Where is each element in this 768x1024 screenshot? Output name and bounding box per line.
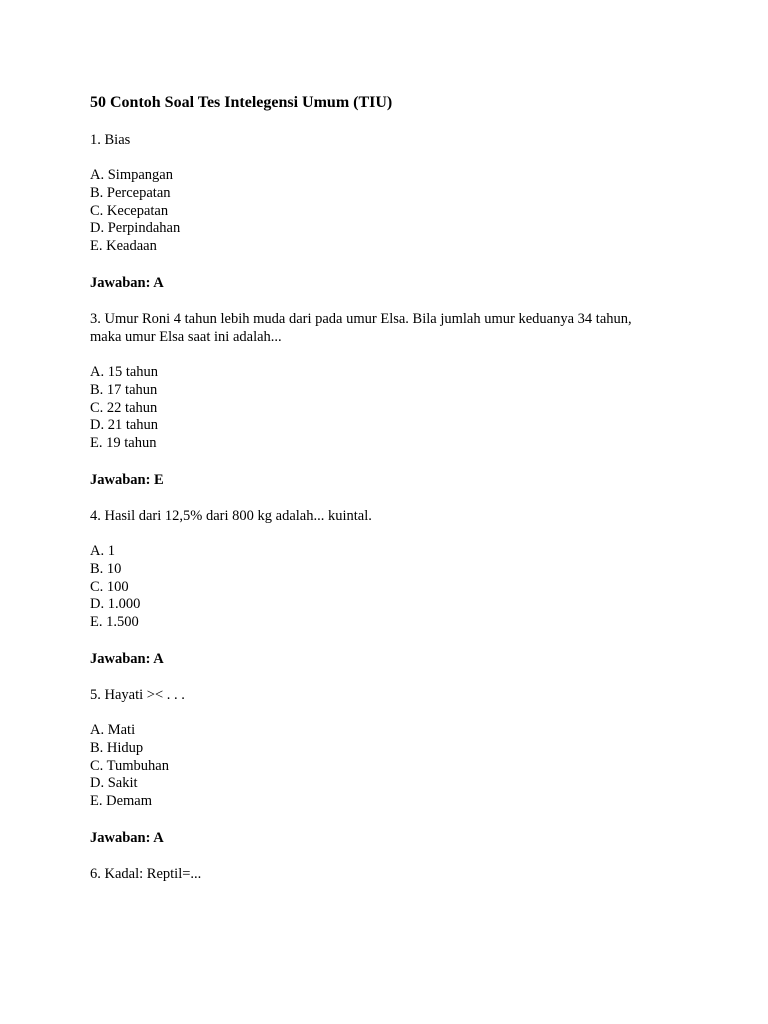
option-b: B. Percepatan xyxy=(90,184,171,201)
question-1 xyxy=(90,131,690,292)
option-list xyxy=(90,364,690,453)
answer-key: Jawaban: A xyxy=(90,650,164,667)
option-e: E. 19 tahun xyxy=(90,435,157,452)
question-3 xyxy=(90,310,690,489)
option-e: E. 1.500 xyxy=(90,614,139,631)
option-list xyxy=(90,722,690,811)
option-b: B. Hidup xyxy=(90,739,144,756)
option-e: E. Keadaan xyxy=(90,238,157,255)
option-d: D. Perpindahan xyxy=(90,220,181,237)
option-c: C. 22 tahun xyxy=(90,399,158,416)
option-c: C. Tumbuhan xyxy=(90,757,169,774)
answer-key: Jawaban: A xyxy=(90,274,164,291)
option-c: C. Kecepatan xyxy=(90,202,169,219)
question-text: 6. Kadal: Reptil=... xyxy=(90,865,202,882)
option-list xyxy=(90,543,690,632)
option-b: B. 10 xyxy=(90,560,122,577)
option-e: E. Demam xyxy=(90,793,153,810)
option-list xyxy=(90,167,690,256)
document-title: 50 Contoh Soal Tes Intelegensi Umum (TIU) xyxy=(90,94,393,111)
question-6 xyxy=(90,865,690,883)
option-d: D. 1.000 xyxy=(90,596,141,613)
option-d: D. 21 tahun xyxy=(90,417,159,434)
question-5 xyxy=(90,686,690,847)
option-a: A. 15 tahun xyxy=(90,363,159,380)
option-a: A. 1 xyxy=(90,542,115,559)
question-text: 4. Hasil dari 12,5% dari 800 kg adalah... kuintal. xyxy=(90,507,372,524)
question-text: 3. Umur Roni 4 tahun lebih muda dari pada umur Elsa. Bila jumlah umur keduanya 34 tahun, maka umur Elsa saat ini adalah... xyxy=(90,310,632,345)
answer-key: Jawaban: E xyxy=(90,471,164,488)
document-page xyxy=(90,93,690,901)
question-text: 5. Hayati >< . . . xyxy=(90,686,185,703)
option-b: B. 17 tahun xyxy=(90,381,158,398)
answer-key: Jawaban: A xyxy=(90,829,164,846)
option-a: A. Mati xyxy=(90,721,136,738)
option-a: A. Simpangan xyxy=(90,167,173,183)
question-4 xyxy=(90,507,690,668)
option-c: C. 100 xyxy=(90,578,129,595)
option-d: D. Sakit xyxy=(90,775,138,792)
question-text: 1. Bias xyxy=(90,132,131,148)
